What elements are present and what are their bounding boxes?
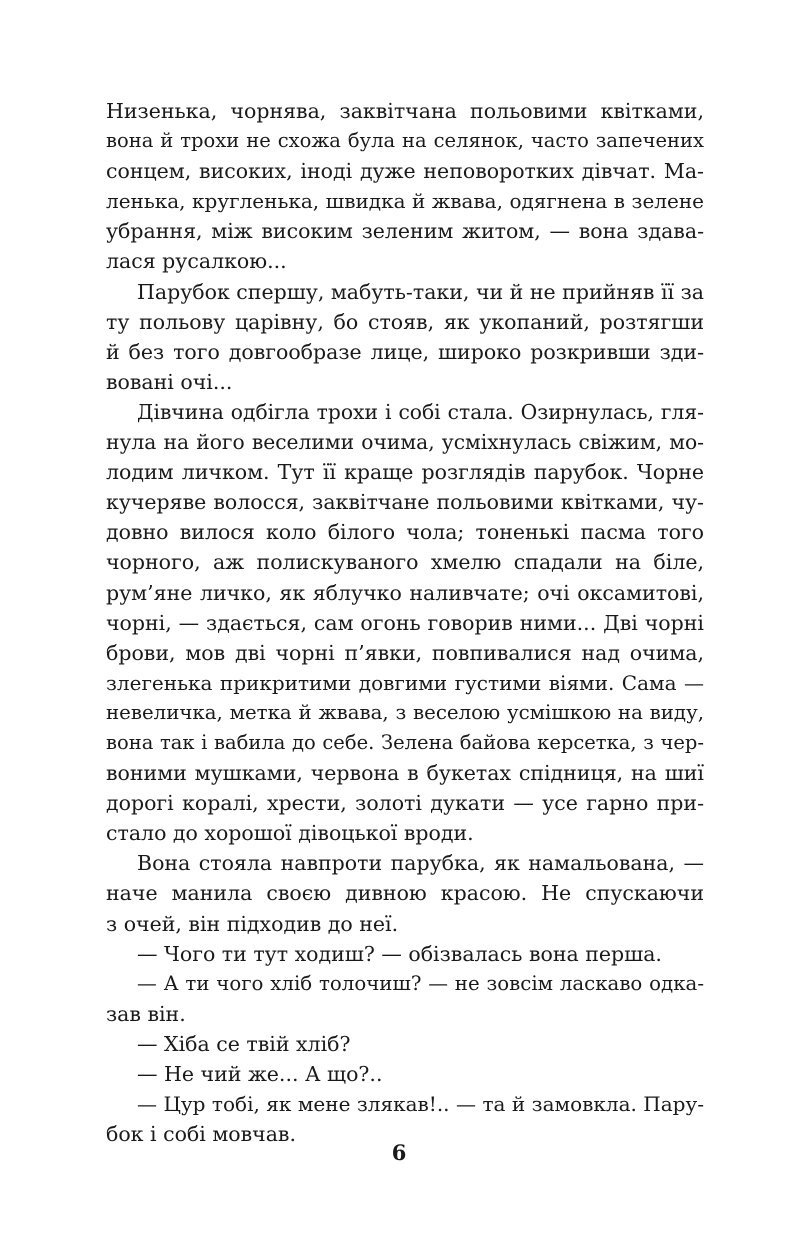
text-line: Парубок спершу, мабуть-таки, чи й не прийняв її за bbox=[137, 279, 704, 304]
text-line: чорні, — здається, сам огонь говорив ними... Дві чорні bbox=[106, 610, 704, 635]
text-line: лодим личком. Тут її краще розглядів парубок. Чорне bbox=[106, 460, 704, 485]
text-line: стало до хорошої дівоцької вроди. bbox=[106, 821, 474, 846]
text-line: з очей, він підходив до неї. bbox=[106, 911, 399, 936]
text-line: рум’яне личко, як яблучко наливчате; очі оксамитові, bbox=[106, 580, 704, 605]
text-line: — Хіба се твій хліб? bbox=[137, 1031, 351, 1056]
page-body bbox=[106, 96, 704, 1149]
text-line: Вона стояла навпроти парубка, як намальована, — bbox=[137, 851, 704, 876]
text-line: воними мушками, червона в букетах спідниця, на шиї bbox=[106, 761, 704, 786]
text-line: убрання, між високим зеленим житом, — вона здава- bbox=[106, 219, 704, 244]
text-line: вона так і вабила до себе. Зелена байова керсетка, з чер- bbox=[106, 730, 704, 754]
text-line: наче манила своєю дивною красою. Не спускаючи bbox=[106, 881, 704, 906]
text-line: ту польову царівну, бо стояв, як укопаний, розтягши bbox=[106, 309, 704, 334]
text-line: нула на його веселими очима, усміхнулась свіжим, мо- bbox=[106, 430, 704, 455]
text-line: зав він. bbox=[106, 1001, 186, 1026]
page-number: 6 bbox=[391, 1140, 407, 1165]
text-line: бок і собі мовчав. bbox=[106, 1122, 296, 1147]
text-line: дорогі коралі, хрести, золоті дукати — усе гарно при- bbox=[106, 791, 704, 816]
text-line: вовані очі... bbox=[106, 369, 233, 394]
text-line: — А ти чого хліб толочиш? — не зовсім ласкаво одка- bbox=[137, 971, 704, 995]
text-line: лася русалкою... bbox=[106, 249, 287, 274]
text-line: злегенька прикритими довгими густими віями. Сама — bbox=[106, 670, 704, 695]
text-line: вона й трохи не схожа була на селянок, часто запечених bbox=[106, 129, 704, 153]
text-line: довно вилося коло білого чола; тоненькі пасма того bbox=[106, 520, 704, 545]
text-line: — Чого ти тут ходиш? — обізвалась вона перша. bbox=[137, 941, 662, 966]
text-line: невеличка, метка й жвава, з веселою усмішкою на виду, bbox=[106, 700, 704, 724]
text-line: брови, мов дві чорні п’явки, повпивалися над очима, bbox=[106, 640, 704, 665]
text-line: ленька, кругленька, швидка й жвава, одягнена в зелене bbox=[106, 189, 704, 214]
text-line: — Цур тобі, як мене злякав!.. — та й замовкла. Пару- bbox=[137, 1092, 704, 1117]
text-line: й без того довгообразе лице, широко розкривши зди- bbox=[106, 339, 704, 364]
text-line: Низенька, чорнява, заквітчана польовими квітками, bbox=[106, 99, 704, 123]
text-line: Дівчина одбігла трохи і собі стала. Озирнулась, гля- bbox=[137, 399, 704, 424]
text-line: — Не чий же... А що?.. bbox=[137, 1062, 383, 1086]
text-line: сонцем, високих, іноді дуже неповоротких дівчат. Ма- bbox=[106, 159, 704, 184]
text-line: чорного, аж полискуваного хмелю спадали на біле, bbox=[106, 550, 704, 575]
text-line: кучеряве волосся, заквітчане польовими квітками, чу- bbox=[106, 490, 704, 515]
